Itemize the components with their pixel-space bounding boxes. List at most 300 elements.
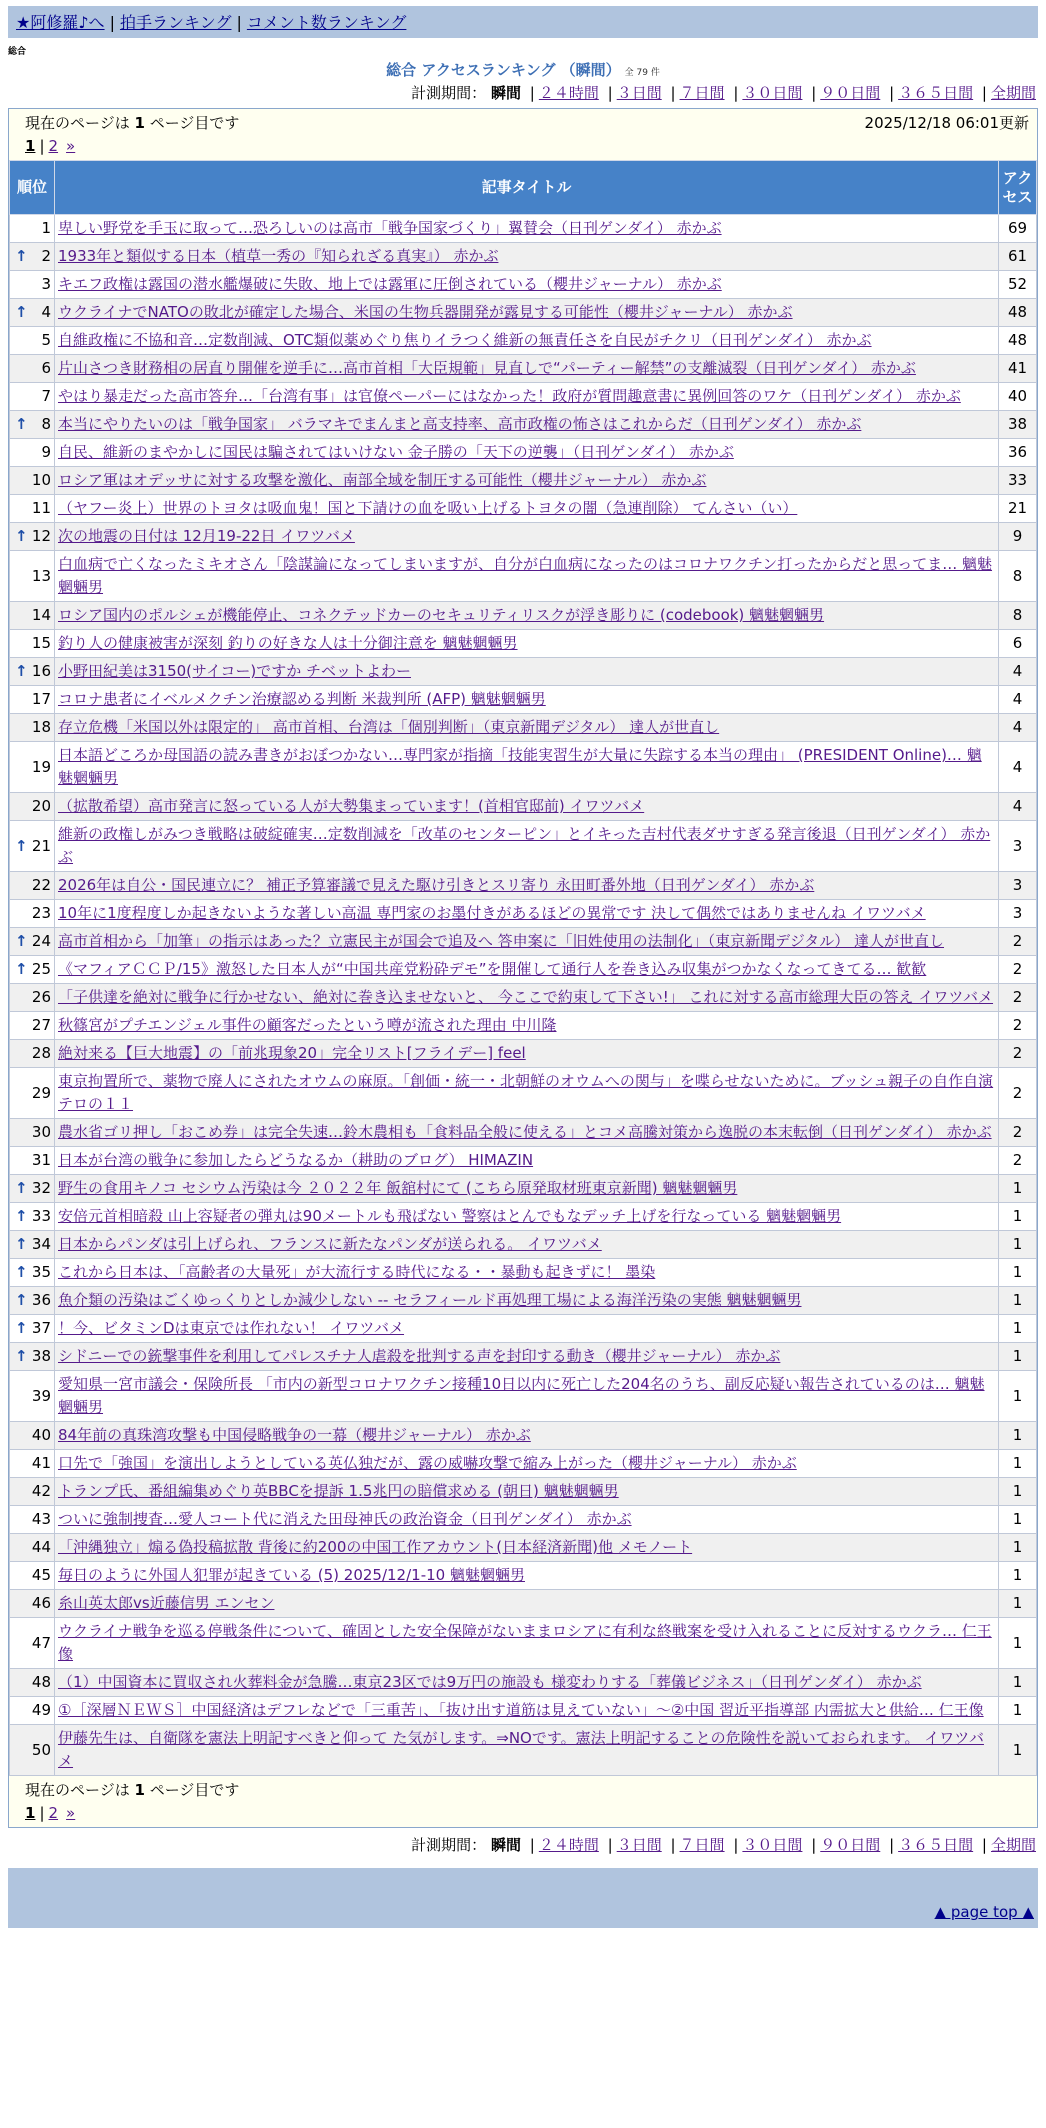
title-cell (55, 1119, 999, 1147)
table-row (10, 299, 1037, 327)
article-title-link[interactable]: 安倍元首相暗殺 山上容疑者の弾丸は90メートルも飛ばない 警察はとんでもなデッチ上げを行なっている 魑魅魍魎男 (58, 1207, 842, 1225)
title-cell (55, 523, 999, 551)
table-row (10, 1203, 1037, 1231)
rank-number: 24 (31, 932, 51, 950)
title-cell (55, 467, 999, 495)
access-count: 9 (999, 523, 1037, 551)
article-title-link[interactable]: 本当にやりたいのは「戦争国家」 バラマキでまんまと高支持率、高市政権の怖さはこれからだ（日刊ゲンダイ） 赤かぶ (58, 415, 862, 433)
article-title-link[interactable]: 卑しい野党を手玉に取って…恐ろしいのは高市「戦争国家づくり」翼賛会（日刊ゲンダイ） 赤かぶ (58, 219, 722, 237)
access-count: 1 (999, 1534, 1037, 1562)
rank-up-arrow-icon: ↑ (15, 1179, 28, 1197)
rank-number: 30 (31, 1123, 51, 1141)
article-title-link[interactable]: 維新の政権しがみつき戦略は破綻確実…定数削減を「改革のセンターピン」とイキった吉村代表ダサすぎる発言後退（日刊ゲンダイ） 赤かぶ (58, 825, 991, 866)
rank-cell (10, 714, 55, 742)
access-count: 2 (999, 928, 1037, 956)
page-status: 現在のページは 1 ページ目です (25, 114, 240, 132)
header-rank: 順位 (10, 161, 55, 215)
article-title-link[interactable]: 存立危機「米国以外は限定的」 高市首相、台湾は「個別判断」（東京新聞デジタル） 達人が世直し (58, 718, 720, 736)
rank-up-arrow-icon: ↑ (15, 415, 28, 433)
title-cell (55, 900, 999, 928)
rank-number: 12 (31, 527, 51, 545)
access-count: 4 (999, 714, 1037, 742)
access-count: 2 (999, 1119, 1037, 1147)
access-count: 6 (999, 630, 1037, 658)
page-current-bottom: 1 (25, 1804, 36, 1822)
table-row (10, 821, 1037, 872)
access-count: 1 (999, 1478, 1037, 1506)
table-row (10, 1562, 1037, 1590)
rank-number: 38 (31, 1347, 51, 1365)
top-navigation-bar: ★阿修羅♪へ | 拍手ランキング | コメント数ランキング (8, 6, 1038, 38)
category-label: 総合 (8, 47, 27, 57)
table-row (10, 1012, 1037, 1040)
rank-cell (10, 1119, 55, 1147)
rank-number: 6 (41, 359, 51, 377)
access-count: 3 (999, 900, 1037, 928)
article-title-link[interactable]: 小野田紀美は3150(サイコー)ですか チベットよわー (58, 662, 411, 680)
access-count: 1 (999, 1590, 1037, 1618)
rank-cell (10, 686, 55, 714)
access-count: 1 (999, 1697, 1037, 1725)
table-row (10, 411, 1037, 439)
access-count: 48 (999, 299, 1037, 327)
table-row (10, 327, 1037, 355)
table-row (10, 742, 1037, 793)
article-title-link[interactable]: ウクライナでNATOの敗北が確定した場合、米国の生物兵器開発が露見する可能性（櫻井ジャーナル） 赤かぶ (58, 303, 793, 321)
table-row (10, 1478, 1037, 1506)
access-count: 4 (999, 658, 1037, 686)
period-link-24h[interactable]: ２４時間 (538, 84, 599, 102)
article-title-link[interactable]: 秋篠宮がプチエンジェル事件の顧客だったという噂が流された理由 中川隆 (58, 1016, 557, 1034)
title-cell (55, 1618, 999, 1669)
rank-up-arrow-icon: ↑ (15, 1347, 28, 1365)
period-link-all-bottom[interactable]: 全期間 (990, 1836, 1036, 1854)
updated-timestamp: 2025/12/18 06:01更新 (864, 114, 1029, 132)
title-cell (55, 243, 999, 271)
title-cell (55, 495, 999, 523)
table-row (10, 1147, 1037, 1175)
rank-up-arrow-icon: ↑ (15, 1235, 28, 1253)
article-title-link[interactable]: 野生の食用キノコ セシウム汚染は今 ２０２２年 飯舘村にて (こちら原発取材班東京新聞) 魑魅魍魎男 (58, 1179, 738, 1197)
access-count: 1 (999, 1562, 1037, 1590)
title-cell (55, 1534, 999, 1562)
rank-cell (10, 1725, 55, 1776)
table-row (10, 243, 1037, 271)
access-count: 2 (999, 1040, 1037, 1068)
rank-cell (10, 928, 55, 956)
nav-link-comment-ranking[interactable]: コメント数ランキング (246, 13, 407, 32)
access-count: 1 (999, 1315, 1037, 1343)
rank-cell (10, 984, 55, 1012)
article-title-link[interactable]: やはり暴走だった高市答弁…「台湾有事」は官僚ペーパーにはなかった！政府が質問趣意書に異例回答のワケ（日刊ゲンダイ） 赤かぶ (58, 387, 961, 405)
rank-up-arrow-icon: ↑ (15, 836, 28, 855)
article-title-link[interactable]: 日本が台湾の戦争に参加したらどうなるか（耕助のブログ） HIMAZIN (58, 1151, 534, 1169)
page-current: 1 (25, 137, 36, 155)
article-title-link[interactable]: ！今、ビタミンDは東京では作れない！ イワツバメ (58, 1319, 405, 1337)
table-row (10, 658, 1037, 686)
access-count: 21 (999, 495, 1037, 523)
rank-cell (10, 1669, 55, 1697)
page-status-bottom: 現在のページは 1 ページ目です (25, 1781, 240, 1799)
rank-number: 34 (31, 1235, 51, 1253)
access-count: 4 (999, 793, 1037, 821)
article-title-link[interactable]: 毎日のように外国人犯罪が起きている (5) 2025/12/1-10 魑魅魍魎男 (58, 1566, 525, 1584)
table-row (10, 1175, 1037, 1203)
table-row (10, 467, 1037, 495)
table-row (10, 1231, 1037, 1259)
table-row (10, 1119, 1037, 1147)
title-cell (55, 928, 999, 956)
access-count: 38 (999, 411, 1037, 439)
rank-number: 21 (31, 836, 51, 855)
title-cell (55, 1343, 999, 1371)
access-count: 1 (999, 1231, 1037, 1259)
table-row (10, 602, 1037, 630)
rank-cell (10, 1147, 55, 1175)
article-title-link[interactable]: （ヤフー炎上）世界のトヨタは吸血鬼！国と下請けの血を吸い上げるトヨタの闇（急連削除） てんさい（い） (58, 499, 798, 517)
rank-cell (10, 1450, 55, 1478)
article-title-link[interactable]: 日本からパンダは引上げられ、フランスに新たなパンダが送られる。 イワツバメ (58, 1235, 602, 1253)
header-count: アクセス (999, 161, 1037, 215)
page-title (0, 60, 1046, 80)
rank-cell (10, 1371, 55, 1422)
rank-cell (10, 327, 55, 355)
rank-number: 28 (31, 1044, 51, 1062)
article-title-link[interactable]: 10年に1度程度しか起きないような著しい高温 専門家のお墨付きがあるほどの異常です 決して偶然ではありませんね イワツバメ (58, 904, 926, 922)
title-cell (55, 271, 999, 299)
article-title-link[interactable]: 自維政権に不協和音…定数削減、OTC類似薬めぐり焦りイラつく維新の無責任さを自民がチクリ（日刊ゲンダイ） 赤かぶ (58, 331, 872, 349)
access-count: 4 (999, 742, 1037, 793)
article-title-link[interactable]: 伊藤先生は、自衛隊を憲法上明記すべきと仰って た気がします。⇒NOです。憲法上明記することの危険性を説いておられます。 イワツバメ (58, 1729, 984, 1770)
article-title-link[interactable]: 2026年は自公・国民連立に？ 補正予算審議で見えた駆け引きとスリ寄り 永田町番外地（日刊ゲンダイ） 赤かぶ (58, 876, 815, 894)
access-count: 36 (999, 439, 1037, 467)
title-cell (55, 1371, 999, 1422)
table-row (10, 1371, 1037, 1422)
period-selector-bottom: 計測期間： 瞬間 | ２４時間 | ３日間 | ７日間 | ３０日間 | ９０日間 | ３６５日間 | 全期間 (411, 1836, 1036, 1854)
title-cell (55, 686, 999, 714)
title-cell (55, 658, 999, 686)
rank-cell (10, 1506, 55, 1534)
article-title-link[interactable]: トランプ氏、番組編集めぐり英BBCを提訴 1.5兆円の賠償求める (朝日) 魑魅魍魎男 (58, 1482, 619, 1500)
article-title-link[interactable]: 「子供達を絶対に戦争に行かせない、絶対に巻き込ませないと、 今ここで約束して下さい!」 これに対する高市総理大臣の答え イワツバメ (58, 988, 994, 1006)
access-count: 41 (999, 355, 1037, 383)
period-link-365d-bottom[interactable]: ３６５日間 (898, 1836, 974, 1854)
title-cell (55, 1697, 999, 1725)
rank-up-arrow-icon: ↑ (15, 662, 28, 680)
pager-top: 現在のページは 1 ページ目です 2025/12/18 06:01更新 1 | 2 » (9, 109, 1037, 160)
header-title: 記事タイトル (55, 161, 999, 215)
table-row (10, 1315, 1037, 1343)
rank-cell (10, 383, 55, 411)
period-selector-top: 計測期間： 瞬間 | ２４時間 | ３日間 | ７日間 | ３０日間 | ９０日間 | ３６５日間 | 全期間 (411, 84, 1036, 102)
rank-number: 46 (31, 1594, 51, 1612)
rank-number: 8 (41, 415, 51, 433)
rank-cell (10, 439, 55, 467)
period-link-90d[interactable]: ９０日間 (820, 84, 881, 102)
rank-number: 22 (31, 876, 51, 894)
rank-number: 5 (41, 331, 51, 349)
article-title-link[interactable]: 片山さつき財務相の居直り開催を逆手に…高市首相「大臣規範」見直しで“パーティー解禁”の支離滅裂（日刊ゲンダイ） 赤かぶ (58, 359, 916, 377)
rank-number: 35 (31, 1263, 51, 1281)
rank-number: 50 (31, 1740, 51, 1759)
access-count: 2 (999, 1068, 1037, 1119)
rank-number: 14 (31, 606, 51, 624)
table-row (10, 1506, 1037, 1534)
rank-cell (10, 355, 55, 383)
rank-up-arrow-icon: ↑ (15, 932, 28, 950)
article-title-link[interactable]: 糸山英太郎vs近藤信男 エンセン (58, 1594, 275, 1612)
page-top-link[interactable]: ▲ page top ▲ (934, 1903, 1034, 1921)
rank-up-arrow-icon: ↑ (15, 1263, 28, 1281)
article-title-link[interactable]: ウクライナ戦争を巡る停戦条件について、確固とした安全保障がないままロシアに有利な終戦案を受け入れることに反対するウクラ… 仁王像 (58, 1622, 992, 1663)
rank-up-arrow-icon: ↑ (15, 1291, 28, 1309)
article-title-link[interactable]: コロナ患者にイベルメクチン治療認める判断 米裁判所 (AFP) 魑魅魍魎男 (58, 690, 546, 708)
title-cell (55, 1231, 999, 1259)
table-row (10, 215, 1037, 243)
access-count: 1 (999, 1725, 1037, 1776)
rank-up-arrow-icon: ↑ (15, 960, 28, 978)
rank-cell (10, 243, 55, 271)
table-row (10, 1422, 1037, 1450)
period-link-all[interactable]: 全期間 (990, 84, 1036, 102)
article-title-link[interactable]: （拡散希望）高市発言に怒っている人が大勢集まっています！(首相官邸前) イワツバメ (58, 797, 645, 815)
rank-cell (10, 551, 55, 602)
article-title-link[interactable]: 口先で「強国」を演出しようとしている英仏独だが、露の威嚇攻撃で縮み上がった（櫻井ジャーナル） 赤かぶ (58, 1454, 797, 1472)
period-link-365d[interactable]: ３６５日間 (898, 84, 974, 102)
article-title-link[interactable]: ①［深層ＮＥＷＳ］中国経済はデフレなどで「三重苦」、「抜け出す道筋は見えていない」〜②中国 習近平指導部 内需拡大と供給… 仁王像 (58, 1701, 984, 1719)
rank-number: 18 (31, 718, 51, 736)
title-cell (55, 383, 999, 411)
article-title-link[interactable]: 「沖縄独立」煽る偽投稿拡散 背後に約200の中国工作アカウント(日本経済新聞)他 メモノート (58, 1538, 693, 1556)
title-cell (55, 327, 999, 355)
article-title-link[interactable]: 東京拘置所で、薬物で廃人にされたオウムの麻原。「創価・統一・北朝鮮のオウムへの関与」を喋らせないために。ブッシュ親子の自作自演テロの１１ (58, 1072, 994, 1113)
rank-number: 42 (31, 1482, 51, 1500)
article-title-link[interactable]: 農水省ゴリ押し「おこめ券」は完全失速…鈴木農相も「食料品全般に使える」とコメ高騰対策から逸脱の本末転倒（日刊ゲンダイ） 赤かぶ (58, 1123, 992, 1141)
title-cell (55, 956, 999, 984)
title-cell (55, 1040, 999, 1068)
access-count: 1 (999, 1506, 1037, 1534)
table-row (10, 686, 1037, 714)
title-cell (55, 411, 999, 439)
rank-cell (10, 411, 55, 439)
rank-cell (10, 1534, 55, 1562)
rank-cell (10, 793, 55, 821)
page-link-2[interactable]: 2 (48, 137, 59, 155)
access-count: 33 (999, 467, 1037, 495)
title-cell (55, 821, 999, 872)
access-count: 52 (999, 271, 1037, 299)
nav-link-ashura-home[interactable]: ★阿修羅♪へ (16, 13, 105, 32)
table-row (10, 1040, 1037, 1068)
access-count: 61 (999, 243, 1037, 271)
title-cell (55, 714, 999, 742)
rank-cell (10, 658, 55, 686)
access-count: 48 (999, 327, 1037, 355)
title-cell (55, 793, 999, 821)
article-title-link[interactable]: 次の地震の日付は 12月19-22日 イワツバメ (58, 527, 355, 545)
article-title-link[interactable]: シドニーでの銃撃事件を利用してパレスチナ人虐殺を批判する声を封印する動き（櫻井ジャーナル） 赤かぶ (58, 1347, 781, 1365)
rank-cell (10, 1287, 55, 1315)
access-count: 2 (999, 1147, 1037, 1175)
access-count: 8 (999, 551, 1037, 602)
rank-cell (10, 1422, 55, 1450)
rank-cell (10, 1040, 55, 1068)
table-row (10, 1534, 1037, 1562)
rank-cell (10, 1562, 55, 1590)
rank-up-arrow-icon: ↑ (15, 527, 28, 545)
rank-cell (10, 821, 55, 872)
title-cell (55, 630, 999, 658)
table-row (10, 523, 1037, 551)
access-count: 3 (999, 821, 1037, 872)
table-row (10, 984, 1037, 1012)
rank-number: 29 (31, 1083, 51, 1102)
rank-cell (10, 1012, 55, 1040)
period-link-7d[interactable]: ７日間 (679, 84, 725, 102)
article-title-link[interactable]: ついに強制捜査…愛人コート代に消えた田母神氏の政治資金（日刊ゲンダイ） 赤かぶ (58, 1510, 632, 1528)
article-title-link[interactable]: 白血病で亡くなったミキオさん「陰謀論になってしまいますが、自分が白血病になったのはコロナワクチン打ったからだと思ってま… 魑魅魍魎男 (58, 555, 993, 596)
period-link-24h-bottom[interactable]: ２４時間 (538, 1836, 599, 1854)
article-title-link[interactable]: ロシア国内のポルシェが機能停止、コネクテッドカーのセキュリティリスクが浮き彫りに (codebook) 魑魅魍魎男 (58, 606, 825, 624)
rank-number: 7 (41, 387, 51, 405)
rank-number: 31 (31, 1151, 51, 1169)
title-cell (55, 1012, 999, 1040)
access-count: 2 (999, 984, 1037, 1012)
article-title-link[interactable]: 自民、維新のまやかしに国民は騙されてはいけない 金子勝の「天下の逆襲」（日刊ゲンダイ） 赤かぶ (58, 443, 734, 461)
ranking-table (9, 160, 1037, 1776)
article-title-link[interactable]: ロシア軍はオデッサに対する攻撃を激化、南部全域を制圧する可能性（櫻井ジャーナル） 赤かぶ (58, 471, 707, 489)
rank-cell (10, 1697, 55, 1725)
title-cell (55, 872, 999, 900)
table-row (10, 439, 1037, 467)
page-next-link-bottom[interactable]: » (66, 1804, 76, 1822)
rank-cell (10, 495, 55, 523)
article-title-link[interactable]: 84年前の真珠湾攻撃も中国侵略戦争の一幕（櫻井ジャーナル） 赤かぶ (58, 1426, 531, 1444)
rank-cell (10, 1478, 55, 1506)
access-count: 1 (999, 1287, 1037, 1315)
bottom-bar (8, 1868, 1038, 1898)
access-count: 2 (999, 956, 1037, 984)
title-cell (55, 984, 999, 1012)
article-title-link[interactable]: 愛知県一宮市議会・保険所長 「市内の新型コロナワクチン接種10日以内に死亡した204名のうち、副反応疑い報告されているのは… 魑魅魍魎男 (58, 1375, 985, 1416)
title-cell (55, 215, 999, 243)
rank-number: 33 (31, 1207, 51, 1225)
table-row (10, 1343, 1037, 1371)
article-title-link[interactable]: 高市首相から「加筆」の指示はあった？立憲民主が国会で追及へ 答申案に「旧姓使用の法制化」（東京新聞デジタル） 達人が世直し (58, 932, 944, 950)
table-row (10, 1618, 1037, 1669)
access-count: 4 (999, 686, 1037, 714)
article-title-link[interactable]: 釣り人の健康被害が深刻 釣りの好きな人は十分御注意を 魑魅魍魎男 (58, 634, 518, 652)
rank-number: 11 (31, 499, 51, 517)
table-row (10, 872, 1037, 900)
rank-number: 32 (31, 1179, 51, 1197)
rank-number: 39 (31, 1386, 51, 1405)
title-cell (55, 1478, 999, 1506)
article-title-link[interactable]: 魚介類の汚染はごくゆっくりとしか減少しない -- セラフィールド再処理工場による海洋汚染の実態 魑魅魍魎男 (58, 1291, 802, 1309)
page-link-2-bottom[interactable]: 2 (48, 1804, 59, 1822)
rank-cell (10, 956, 55, 984)
article-title-link[interactable]: 日本語どころか母国語の読み書きがおぼつかない…専門家が指摘「技能実習生が大量に失踪する本当の理由」 (PRESIDENT Online)… 魑魅魍魎男 (58, 746, 982, 787)
period-link-7d-bottom[interactable]: ７日間 (679, 1836, 725, 1854)
period-link-30d-bottom[interactable]: ３０日間 (742, 1836, 803, 1854)
rank-up-arrow-icon: ↑ (15, 1319, 28, 1337)
rank-number: 1 (41, 219, 51, 237)
access-count: 1 (999, 1175, 1037, 1203)
rank-number: 26 (31, 988, 51, 1006)
rank-number: 40 (31, 1426, 51, 1444)
title-cell (55, 1315, 999, 1343)
article-title-link[interactable]: 絶対来る【巨大地震】の「前兆現象20」完全リスト[フライデー] feel (58, 1044, 526, 1062)
rank-number: 10 (31, 471, 51, 489)
table-row (10, 630, 1037, 658)
rank-number: 27 (31, 1016, 51, 1034)
table-row (10, 1590, 1037, 1618)
table-row (10, 793, 1037, 821)
rank-cell (10, 215, 55, 243)
article-title-link[interactable]: （1）中国資本に買収され火葬料金が急騰…東京23区では9万円の施設も 様変わりする「葬儀ビジネス」（日刊ゲンダイ） 赤かぶ (58, 1673, 922, 1691)
rank-cell (10, 1231, 55, 1259)
rank-cell (10, 1203, 55, 1231)
article-title-link[interactable]: キエフ政権は露国の潜水艦爆破に失敗、地上では露軍に圧倒されている（櫻井ジャーナル） 赤かぶ (58, 275, 722, 293)
table-row (10, 1259, 1037, 1287)
period-link-3d[interactable]: ３日間 (616, 84, 662, 102)
rank-number: 43 (31, 1510, 51, 1528)
title-cell (55, 1147, 999, 1175)
rank-number: 4 (41, 303, 51, 321)
table-row (10, 1725, 1037, 1776)
period-link-90d-bottom[interactable]: ９０日間 (820, 1836, 881, 1854)
rank-cell (10, 742, 55, 793)
access-count: 1 (999, 1450, 1037, 1478)
table-row (10, 1287, 1037, 1315)
title-cell (55, 439, 999, 467)
article-title-link[interactable]: これから日本は、「高齢者の大量死」が大流行する時代になる・・暴動も起きずに！ 墨染 (58, 1263, 656, 1281)
table-header-row (10, 161, 1037, 215)
rank-number: 25 (31, 960, 51, 978)
rank-number: 37 (31, 1319, 51, 1337)
nav-link-applause-ranking[interactable]: 拍手ランキング (119, 13, 232, 32)
rank-cell (10, 299, 55, 327)
rank-number: 41 (31, 1454, 51, 1472)
access-count: 40 (999, 383, 1037, 411)
rank-number: 44 (31, 1538, 51, 1556)
rank-cell (10, 1590, 55, 1618)
rank-up-arrow-icon: ↑ (15, 1207, 28, 1225)
article-title-link[interactable]: 《マフィアＣＣＰ/15》激怒した日本人が“中国共産党粉砕デモ”を開催して通行人を巻き込み収集がつかなくなってきてる… 歓歓 (58, 960, 927, 978)
table-row (10, 355, 1037, 383)
period-link-3d-bottom[interactable]: ３日間 (616, 1836, 662, 1854)
title-cell (55, 1725, 999, 1776)
access-count: 1 (999, 1669, 1037, 1697)
rank-number: 20 (31, 797, 51, 815)
access-count: 1 (999, 1422, 1037, 1450)
rank-number: 45 (31, 1566, 51, 1584)
rank-number: 23 (31, 904, 51, 922)
rank-number: 36 (31, 1291, 51, 1309)
period-link-30d[interactable]: ３０日間 (742, 84, 803, 102)
title-cell (55, 1259, 999, 1287)
table-row (10, 271, 1037, 299)
rank-cell (10, 872, 55, 900)
table-row (10, 714, 1037, 742)
rank-cell (10, 523, 55, 551)
article-title-link[interactable]: 1933年と類似する日本（植草一秀の『知られざる真実』） 赤かぶ (58, 247, 499, 265)
page-next-link[interactable]: » (66, 137, 76, 155)
access-count: 69 (999, 215, 1037, 243)
title-cell (55, 1203, 999, 1231)
title-cell (55, 1422, 999, 1450)
rank-number: 19 (31, 757, 51, 776)
